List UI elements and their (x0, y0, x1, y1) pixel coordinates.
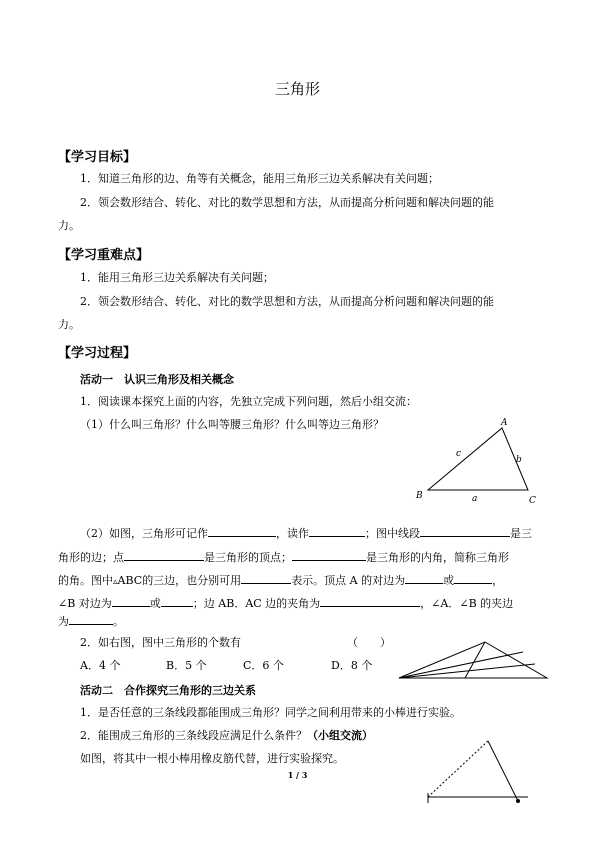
answer-paren: （ ） (347, 636, 391, 649)
side-label-b: b (516, 455, 522, 465)
activity1-title: 活动一 认识三角形及相关概念 (80, 373, 234, 386)
keypoint-item-2: 2．领会数形结合、转化、对比的数学思想和方法，从而提高分析问题和解决问题的能 (80, 295, 494, 308)
activity2-q1: 1．是否任意的三条线段都能围成三角形？同学之间利用带来的小棒进行实验。 (80, 706, 461, 719)
option-a[interactable]: A．4 个 (80, 659, 121, 672)
answer-blank[interactable] (292, 549, 366, 561)
answer-blank[interactable] (112, 595, 150, 607)
section-heading-process: 【学习过程】 (58, 346, 137, 361)
option-c[interactable]: C．6 个 (243, 659, 284, 672)
side-label-c: c (456, 449, 462, 459)
triangle-count-figure (395, 636, 555, 686)
goal-item-2: 2．领会数形结合、转化、对比的数学思想和方法，从而提高分析问题和解决问题的能 (80, 196, 494, 209)
activity2-q2: 2．能围成三角形的三条线段应满足什么条件？（小组交流） (80, 729, 373, 742)
answer-blank[interactable] (320, 595, 420, 607)
page-number: 1 / 3 (287, 770, 308, 780)
triangle-abc-figure (408, 410, 548, 510)
answer-blank[interactable] (405, 572, 443, 584)
triangle-symbol-icon: ▵ (113, 577, 118, 587)
answer-blank[interactable] (309, 525, 365, 537)
activity1-q1b-line1: （2）如图，三角形可记作 ，读作 ；图中线段 是三 (80, 527, 532, 540)
activity2-title: 活动二 合作探究三角形的三边关系 (80, 684, 256, 697)
activity1-q2: 2．如右图，图中三角形的个数有 (80, 636, 241, 649)
answer-blank[interactable] (69, 613, 113, 625)
activity2-q3: 如图，将其中一根小棒用橡皮筋代替，进行实验探究。 (80, 752, 344, 765)
section-heading-keypoints: 【学习重难点】 (58, 248, 150, 263)
side-label-a: a (472, 494, 478, 504)
keypoint-item-1: 1．能用三角形三边关系解决有关问题； (80, 271, 274, 284)
answer-blank[interactable] (420, 525, 510, 537)
option-d[interactable]: D．8 个 (331, 659, 373, 672)
vertex-label-b-upper: B (416, 491, 423, 501)
keypoint-item-2-cont: 力。 (58, 318, 80, 331)
vertex-label-c-upper: C (529, 496, 536, 506)
activity1-q1b-line4: ∠B 对边为 或 ；边 AB．AC 边的夹角为 ，∠A．∠B 的夹边 (58, 597, 514, 610)
vertex-label-a-upper: A (501, 418, 508, 428)
answer-blank[interactable] (454, 572, 492, 584)
answer-blank[interactable] (124, 549, 204, 561)
activity1-q1b-line5: 为 。 (58, 615, 124, 628)
activity1-q1a: （1）什么叫三角形？什么叫等腰三角形？什么叫等边三角形？ (80, 418, 384, 431)
answer-blank[interactable] (208, 525, 276, 537)
goal-item-1: 1．知道三角形的边、角等有关概念，能用三角形三边关系解决有关问题； (80, 172, 439, 185)
option-b[interactable]: B．5 个 (166, 659, 207, 672)
answer-blank[interactable] (161, 595, 193, 607)
section-heading-goals: 【学习目标】 (58, 150, 137, 165)
activity1-q1: 1．阅读课本探究上面的内容，先独立完成下列问题，然后小组交流： (80, 395, 417, 408)
activity1-q1b-line2: 角形的边；点 是三角形的顶点； 是三角形的内角，简称三角形 (58, 551, 509, 564)
goal-item-2-cont: 力。 (58, 219, 80, 232)
page-title: 三角形 (274, 80, 320, 98)
activity1-q1b-line3: 的角。图中▵ABC的三边，也分别可用 表示。顶点 A 的对边为 或 ， (58, 574, 504, 587)
answer-blank[interactable] (241, 572, 291, 584)
